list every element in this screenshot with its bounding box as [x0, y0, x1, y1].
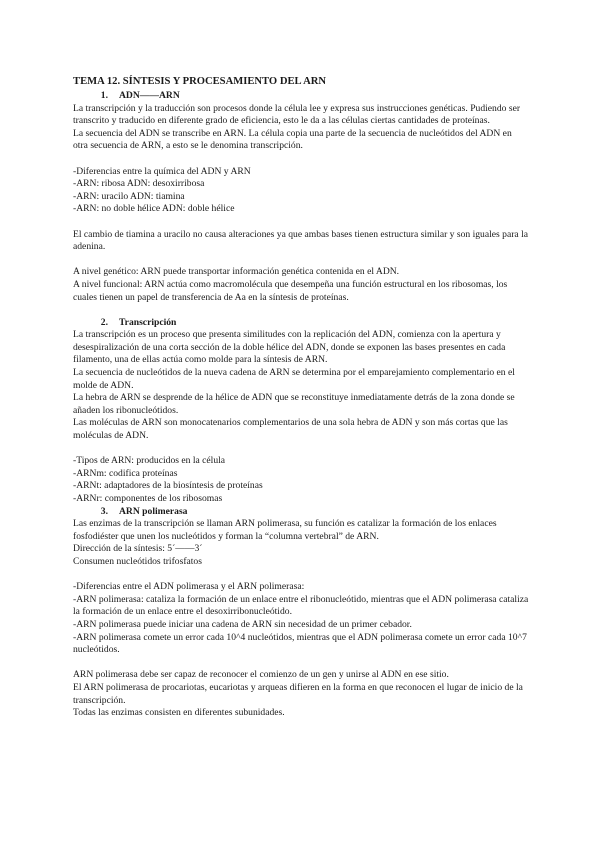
list-title: -Diferencias entre la química del ADN y ARN: [73, 165, 251, 177]
paragraph: La secuencia de nucleótidos de la nueva cadena de ARN se determina por el emparejamiento complementario en el molde de ADN.: [73, 367, 515, 391]
document-title: TEMA 12. SÍNTESIS Y PROCESAMIENTO DEL ARN: [73, 76, 327, 87]
paragraph: El ARN polimerasa de procariotas, eucariotas y arqueas difieren en la forma en que reconocen el lugar de inicio de la transcripción.: [73, 681, 523, 706]
list-item: -ARN polimerasa puede iniciar una cadena de ARN sin necesidad de un primer cebador.: [73, 618, 412, 630]
section-title: Transcripción: [119, 316, 177, 328]
section-number: 3.: [100, 505, 108, 517]
list-item: -ARNr: componentes de los ribosomas: [73, 493, 223, 504]
paragraph: Dirección de la síntesis: 5´——3´: [73, 543, 203, 555]
list-item: -ARN: uracilo ADN: tiamina: [73, 190, 185, 202]
list-item: -ARN polimerasa: cataliza la formación de un enlace entre el ribonucleótido, mientras que el ADN polimerasa cataliza la formación de un enlace entre el desoxirribonucleótido.: [73, 593, 529, 618]
section-heading-adn-arn: [73, 90, 529, 103]
list-title: -Diferencias entre el ADN polimerasa y el ARN polimerasa:: [73, 581, 305, 593]
list-item: -ARNt: adaptadores de la biosíntesis de proteínas: [73, 480, 263, 492]
document-page: [73, 75, 529, 720]
paragraph: Consumen nucleótidos trifosfatos: [73, 555, 202, 567]
list-title: -Tipos de ARN: producidos en la célula: [73, 455, 226, 467]
list-item: -ARNm: codifica proteínas: [73, 467, 178, 479]
section-heading-transcripcion: [73, 317, 529, 330]
paragraph: La hebra de ARN se desprende de la hélice de ADN que se reconstituye inmediatamente detrás de la zona donde se añaden los ribonucleótidos.: [73, 392, 515, 416]
paragraph: A nivel genético: ARN puede transportar información genética contenida en el ADN.: [73, 266, 400, 278]
section-heading-arn-polimerasa: [73, 506, 529, 519]
section-title: ARN polimerasa: [119, 505, 188, 517]
section-title: ADN——ARN: [119, 90, 180, 101]
list-item: -ARN: ribosa ADN: desoxirribosa: [73, 178, 205, 190]
paragraph: Todas las enzimas consisten en diferentes subunidades.: [73, 707, 285, 719]
paragraph: La secuencia del ADN se transcribe en ARN. La célula copia una parte de la secuencia de nucleótidos del ADN en otra secuencia de ARN, a esto se le denomina transcripción.: [73, 127, 512, 152]
paragraph: ARN polimerasa debe ser capaz de reconocer el comienzo de un gen y unirse al ADN en ese sitio.: [73, 669, 449, 681]
section-number: 1.: [100, 90, 108, 101]
paragraph: La transcripción y la traducción son procesos donde la célula lee y expresa sus instrucciones genéticas. Pudiendo ser transcrito y traducido en diferente grado de eficiencia, esto le da a las células ciertas cantidades de proteínas.: [73, 102, 521, 127]
paragraph: Las moléculas de ARN son monocatenarios complementarios de una sola hebra de ADN y son más cortas que las moléculas de ADN.: [73, 417, 508, 442]
list-item: -ARN: no doble hélice ADN: doble hélice: [73, 203, 235, 215]
list-item: -ARN polimerasa comete un error cada 10^4 nucleótidos, mientras que el ADN polimerasa comete un error cada 10^7 nucleótidos.: [73, 631, 527, 656]
paragraph: El cambio de tiamina a uracilo no causa alteraciones ya que ambas bases tienen estructura similar y son iguales para la adenina.: [73, 228, 528, 253]
paragraph: A nivel funcional: ARN actúa como macromolécula que desempeña una función estructural en los ribosomas, los cuales tienen un papel de transferencia de Aa en la síntesis de proteínas.: [73, 278, 508, 303]
paragraph: Las enzimas de la transcripción se llaman ARN polimerasa, su función es catalizar la formación de los enlaces fosfodiéster que unen los nucleótidos y forman la “columna vertebral” de ARN.: [73, 518, 497, 542]
paragraph: La transcripción es un proceso que presenta similitudes con la replicación del ADN, comienza con la apertura y desespiralización de una corta sección de la doble hélice del ADN, donde se exponen las bases presentes en cada filamento, una de ellas actúa como molde para la síntesis de ARN.: [73, 329, 506, 366]
section-number: 2.: [100, 316, 108, 328]
